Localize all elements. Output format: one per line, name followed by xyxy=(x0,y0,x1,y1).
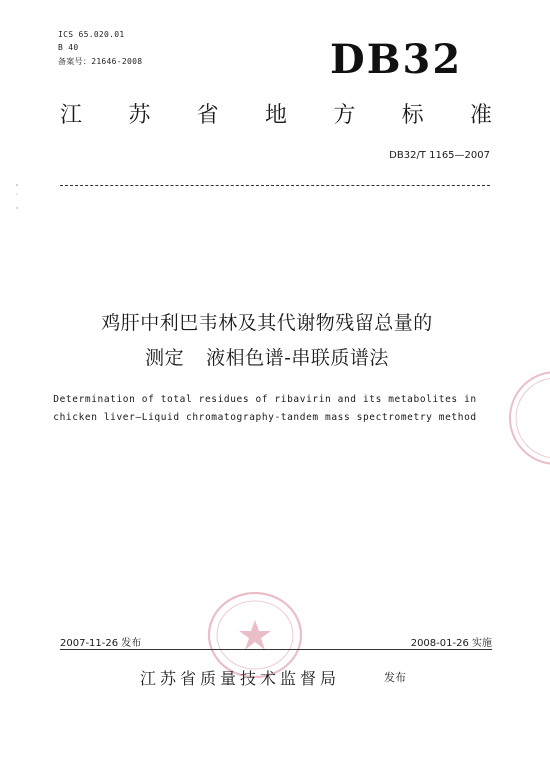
footer-divider xyxy=(60,649,492,650)
standard-type-char: 地 xyxy=(264,103,287,128)
implement-date: 2008-01-26 实施 xyxy=(410,638,492,649)
seal-stamp-edge xyxy=(506,368,550,468)
standard-type-char: 苏 xyxy=(128,103,151,128)
classification-code: B 40 xyxy=(58,43,79,52)
standard-type-char: 准 xyxy=(469,103,492,128)
header-divider xyxy=(60,185,490,186)
scan-specks xyxy=(14,182,20,212)
title-cn-line2-part2: 液相色谱-串联质谱法 xyxy=(206,347,389,369)
standard-number: DB32/T 1165—2007 xyxy=(389,150,490,161)
record-number: 备案号：21646-2008 xyxy=(58,57,143,66)
standard-type-char: 江 xyxy=(60,103,83,128)
standard-type-heading xyxy=(60,98,492,129)
title-en-line1: Determination of total residues of ribavirin and its metabolites in xyxy=(53,394,477,405)
standard-type-char: 方 xyxy=(333,103,356,128)
title-cn-line1: 鸡肝中利巴韦林及其代谢物残留总量的 xyxy=(101,312,433,334)
standard-code-logo: DB32 xyxy=(330,36,463,83)
standard-type-char: 省 xyxy=(196,103,219,128)
issue-label: 发布 xyxy=(384,671,406,684)
ics-code: ICS 65.020.01 xyxy=(58,30,125,39)
issue-date: 2007-11-26 发布 xyxy=(60,638,142,649)
issuing-authority: 江苏省质量技术监督局 xyxy=(140,669,341,688)
title-cn-line2 xyxy=(0,343,534,370)
standard-type-char: 标 xyxy=(401,103,424,128)
title-en-line2: chicken liver—Liquid chromatography-tandem mass spectrometry method xyxy=(53,412,477,423)
title-cn-line2-part1: 测定 xyxy=(145,347,185,369)
